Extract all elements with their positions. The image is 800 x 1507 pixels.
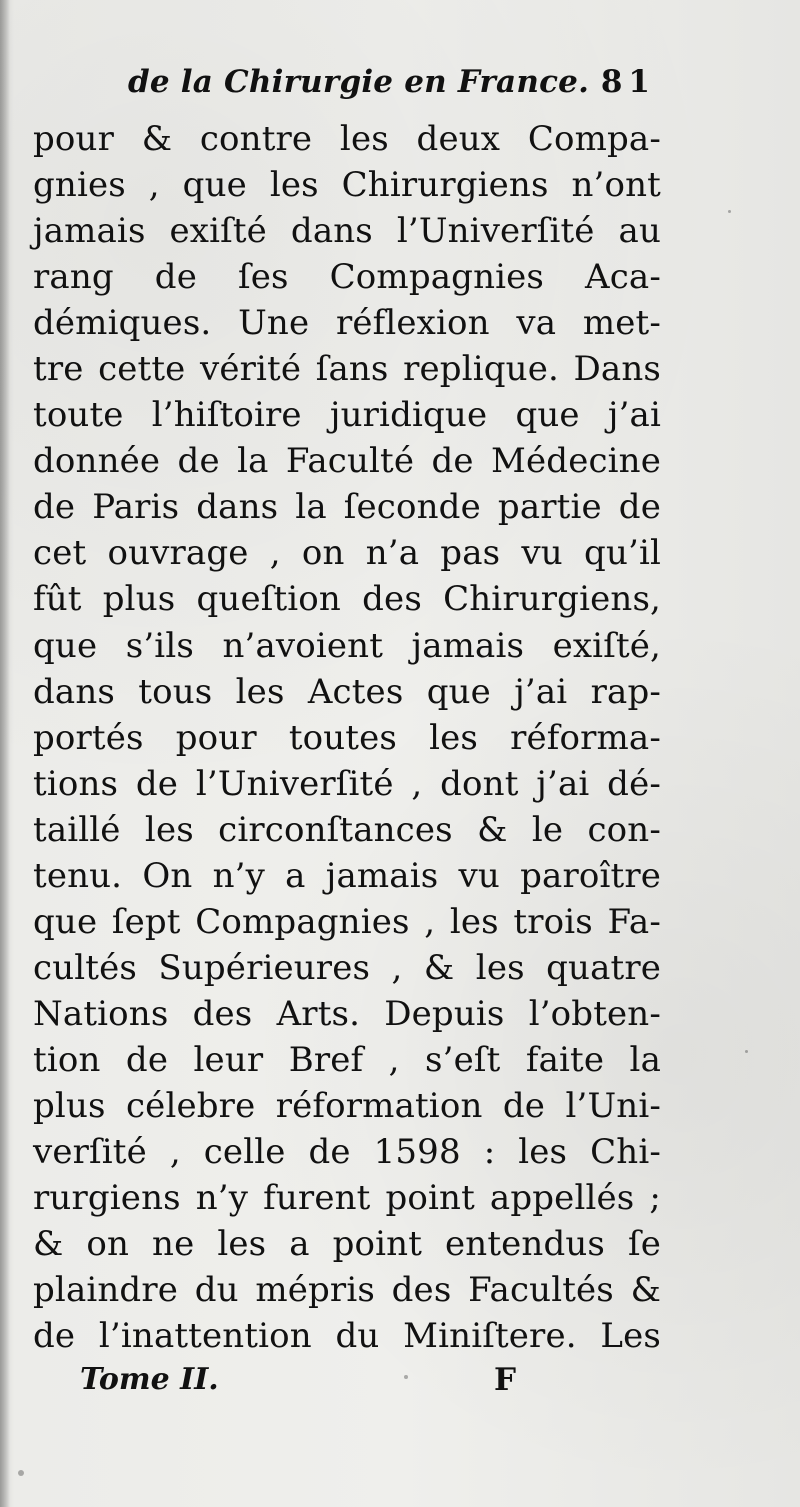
text-line: donnée de la Faculté de Médecine — [33, 441, 661, 482]
text-line: cet ouvrage , on n’a pas vu qu’il — [33, 533, 661, 574]
text-line: cultés Supérieures , & les quatre — [33, 947, 661, 988]
text-body — [33, 116, 661, 1359]
text-line: tions de l’Univerſité , dont j’ai dé- — [33, 763, 661, 804]
text-line: que s’ils n’avoient jamais exiſté, — [33, 625, 661, 666]
text-line: rang de ſes Compagnies Aca- — [33, 257, 661, 298]
text-line: verſité , celle de 1598 : les Chi- — [33, 1132, 661, 1173]
text-line: toute l’hiſtoire juridique que j’ai — [33, 395, 661, 436]
text-line: tenu. On n’y a jamais vu paroître — [33, 855, 661, 896]
text-line: plaindre du mépris des Facultés & — [33, 1270, 661, 1311]
text-line: portés pour toutes les réforma- — [33, 717, 661, 758]
text-line: jamais exiſté dans l’Univerſité au — [33, 211, 661, 252]
paper-speck — [745, 1050, 748, 1053]
text-line: fût plus queſtion des Chirurgiens, — [33, 579, 661, 620]
page-gutter-shadow — [0, 0, 10, 1507]
text-line: taillé les circonſtances & le con- — [33, 809, 661, 850]
text-line: rurgiens n’y furent point appellés ; — [33, 1178, 661, 1219]
paper-speck — [404, 1375, 408, 1379]
paper-speck — [728, 210, 731, 213]
text-line: dans tous les Actes que j’ai rap- — [33, 671, 661, 712]
text-line: démiques. Une réflexion va met- — [33, 303, 661, 344]
running-head — [128, 64, 656, 116]
paper-speck — [18, 1470, 24, 1476]
text-line: de Paris dans la ſeconde partie de — [33, 487, 661, 528]
text-line: tion de leur Bref , s’eſt faite la — [33, 1039, 661, 1080]
running-title: de la Chirurgie en France. — [128, 64, 590, 100]
text-line: tre cette vérité ſans replique. Dans — [33, 349, 661, 390]
volume-label: Tome II. — [80, 1362, 219, 1397]
text-line: & on ne les a point entendus ſe — [33, 1224, 661, 1265]
page-footer — [80, 1362, 540, 1410]
text-line: Nations des Arts. Depuis l’obten- — [33, 993, 661, 1034]
page-number: 81 — [600, 64, 656, 100]
text-line: pour & contre les deux Compa- — [33, 119, 661, 159]
text-line: plus célebre réformation de l’Uni- — [33, 1085, 661, 1126]
text-line: de l’inattention du Miniſtere. Les — [33, 1316, 661, 1357]
signature-mark: F — [494, 1362, 517, 1398]
text-line: gnies , que les Chirurgiens n’ont — [33, 165, 661, 206]
text-line: que ſept Compagnies , les trois Fa- — [33, 901, 661, 942]
